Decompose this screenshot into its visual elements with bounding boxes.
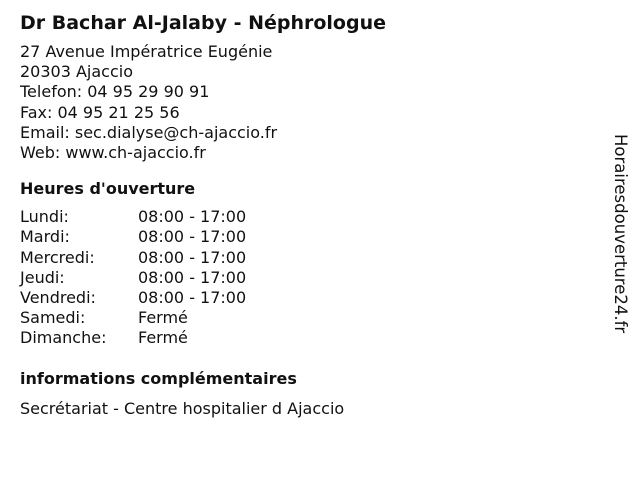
hours-time: 08:00 - 17:00 — [138, 207, 247, 227]
hours-row-mercredi — [20, 248, 600, 268]
phone-number[interactable]: Telefon: 04 95 29 90 91 — [20, 82, 210, 102]
address-street: 27 Avenue Impératrice Eugénie — [20, 42, 273, 61]
hours-row-samedi — [20, 308, 600, 328]
hours-row-jeudi — [20, 268, 600, 288]
additional-info-text: Secrétariat - Centre hospitalier d Ajaccio — [20, 398, 345, 418]
page-title: Dr Bachar Al-Jalaby - Néphrologue — [20, 12, 387, 34]
contact-block — [20, 42, 600, 163]
hours-day: Samedi: — [20, 308, 86, 328]
hours-day: Mardi: — [20, 227, 70, 247]
hours-day: Jeudi: — [20, 267, 65, 287]
hours-day: Lundi: — [20, 207, 69, 227]
website-link[interactable]: Web: www.ch-ajaccio.fr — [20, 143, 206, 163]
hours-row-dimanche — [20, 328, 600, 348]
hours-time: 08:00 - 17:00 — [138, 267, 247, 287]
hours-time: 08:00 - 17:00 — [138, 247, 247, 267]
additional-info-heading: informations complémentaires — [20, 368, 297, 388]
address-city: 20303 Ajaccio — [20, 62, 134, 82]
opening-hours-table — [20, 207, 600, 348]
fax-number: Fax: 04 95 21 25 56 — [20, 102, 180, 122]
hours-time: Fermé — [138, 308, 188, 328]
site-watermark: Horairesdouverture24.fr — [611, 134, 630, 334]
hours-row-vendredi — [20, 288, 600, 308]
hours-time: 08:00 - 17:00 — [138, 227, 247, 247]
email-link[interactable]: Email: sec.dialyse@ch-ajaccio.fr — [20, 122, 278, 142]
hours-row-mardi — [20, 227, 600, 247]
hours-time: Fermé — [138, 328, 188, 348]
hours-day: Vendredi: — [20, 288, 96, 308]
hours-time: 08:00 - 17:00 — [138, 288, 247, 308]
opening-hours-heading: Heures d'ouverture — [20, 179, 196, 199]
hours-day: Dimanche: — [20, 328, 107, 348]
hours-day: Mercredi: — [20, 247, 95, 267]
hours-row-lundi — [20, 207, 600, 227]
business-card — [20, 10, 600, 419]
